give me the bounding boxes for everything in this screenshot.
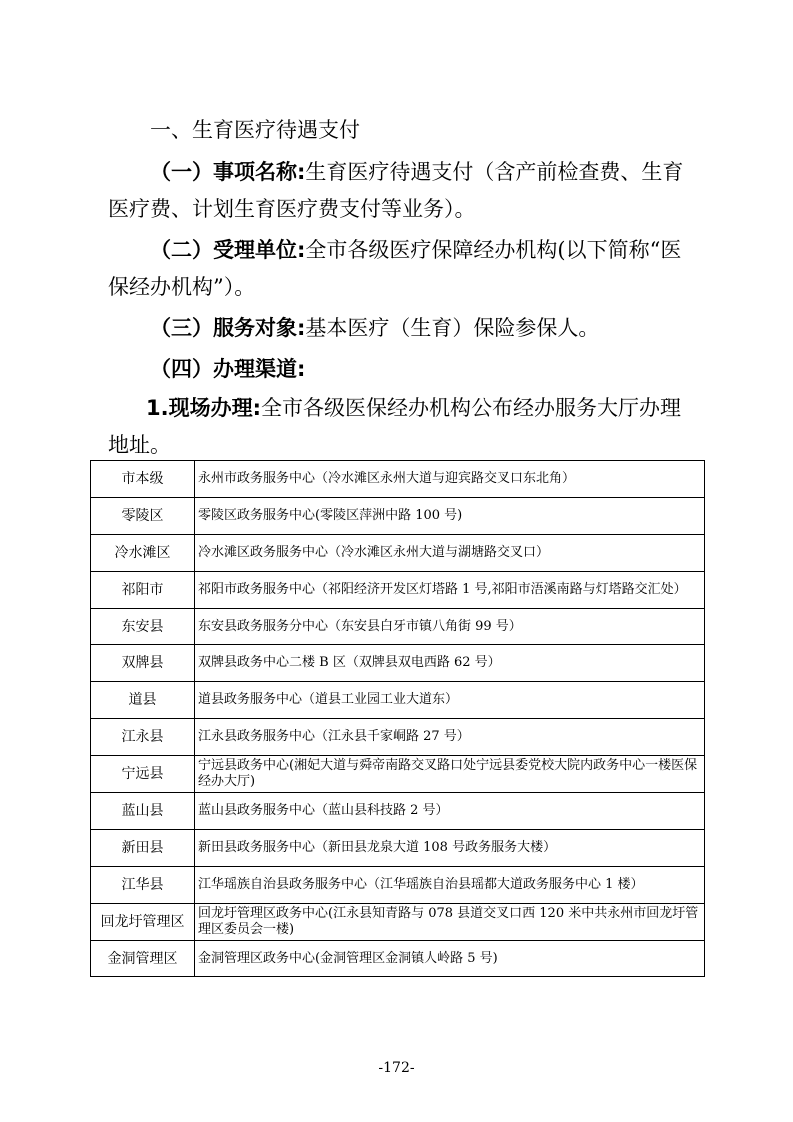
- address-cell: 东安县政务服务分中心（东安县白牙市镇八角街 99 号）: [195, 608, 705, 645]
- item-onsite-text: 全市各级医保经办机构公布经办服务大厅办理地址。: [108, 396, 681, 457]
- table-row: [91, 608, 705, 645]
- district-cell: 江永县: [91, 719, 195, 756]
- district-cell: 冷水滩区: [91, 534, 195, 571]
- address-cell: 蓝山县政务服务中心（蓝山县科技路 2 号）: [195, 793, 705, 830]
- table-row: [91, 793, 705, 830]
- district-cell: 江华县: [91, 866, 195, 903]
- address-cell: 道县政务服务中心（道县工业园工业大道东）: [195, 682, 705, 719]
- address-cell: 金洞管理区政务中心(金洞管理区金洞镇人岭路 5 号): [195, 940, 705, 977]
- item-onsite: [108, 390, 698, 464]
- address-cell: 永州市政务服务中心（冷水滩区永州大道与迎宾路交叉口东北角）: [195, 461, 705, 498]
- item-channel: [108, 351, 698, 388]
- address-cell: 祁阳市政务服务中心（祁阳经济开发区灯塔路 1 号,祁阳市浯溪南路与灯塔路交汇处）: [195, 571, 705, 608]
- district-cell: 零陵区: [91, 497, 195, 534]
- district-cell: 道县: [91, 682, 195, 719]
- address-cell: 双牌县政务中心二楼 B 区（双牌县双电西路 62 号）: [195, 645, 705, 682]
- table-row: [91, 571, 705, 608]
- district-cell: 东安县: [91, 608, 195, 645]
- item-target-text: 基本医疗（生育）保险参保人。: [305, 316, 600, 340]
- item-unit-text: 全市各级医疗保障经办机构(以下简称“医保经办机构”）。: [108, 238, 682, 299]
- item-name-label: （一）事项名称:: [150, 160, 306, 184]
- table-row: [91, 645, 705, 682]
- address-cell: 宁远县政务中心(湘妃大道与舜帝南路交叉路口处宁远县委党校大院内政务中心一楼医保经办大厅): [195, 756, 705, 793]
- address-cell: 冷水滩区政务服务中心（冷水滩区永州大道与湖塘路交叉口）: [195, 534, 705, 571]
- table-row: [91, 756, 705, 793]
- table-row: [91, 682, 705, 719]
- address-cell: 江华瑶族自治县政务服务中心（江华瑶族自治县瑶都大道政务服务中心 1 楼）: [195, 866, 705, 903]
- offices-table: [90, 460, 705, 977]
- address-cell: 新田县政务服务中心（新田县龙泉大道 108 号政务服务大楼）: [195, 829, 705, 866]
- item-unit: [108, 232, 698, 306]
- item-target-label: （三）服务对象:: [150, 316, 306, 340]
- item-target: [108, 310, 698, 347]
- item-unit-label: （二）受理单位:: [150, 238, 306, 262]
- district-cell: 回龙圩管理区: [91, 903, 195, 940]
- address-cell: 江永县政务服务中心（江永县千家峒路 27 号）: [195, 719, 705, 756]
- table-row: [91, 903, 705, 940]
- table-row: [91, 461, 705, 498]
- table-row: [91, 719, 705, 756]
- district-cell: 祁阳市: [91, 571, 195, 608]
- item-name: [108, 154, 698, 228]
- item-onsite-label: 1.现场办理:: [146, 396, 261, 420]
- district-cell: 双牌县: [91, 645, 195, 682]
- table-row: [91, 497, 705, 534]
- district-cell: 新田县: [91, 829, 195, 866]
- address-cell: 回龙圩管理区政务中心(江永县知青路与 078 县道交叉口西 120 米中共永州市回龙圩管理区委员会一楼): [195, 903, 705, 940]
- item-channel-label: （四）办理渠道:: [150, 357, 306, 381]
- table-row: [91, 940, 705, 977]
- address-cell: 零陵区政务服务中心(零陵区萍洲中路 100 号): [195, 497, 705, 534]
- item-name-text: 生育医疗待遇支付（含产前检查费、生育医疗费、计划生育医疗费支付等业务）。: [108, 160, 684, 221]
- table-row: [91, 534, 705, 571]
- table-row: [91, 866, 705, 903]
- section-heading: 一、生育医疗待遇支付: [150, 118, 360, 142]
- district-cell: 宁远县: [91, 756, 195, 793]
- district-cell: 市本级: [91, 461, 195, 498]
- district-cell: 金洞管理区: [91, 940, 195, 977]
- district-cell: 蓝山县: [91, 793, 195, 830]
- page-number: -172-: [378, 1060, 415, 1076]
- table-row: [91, 829, 705, 866]
